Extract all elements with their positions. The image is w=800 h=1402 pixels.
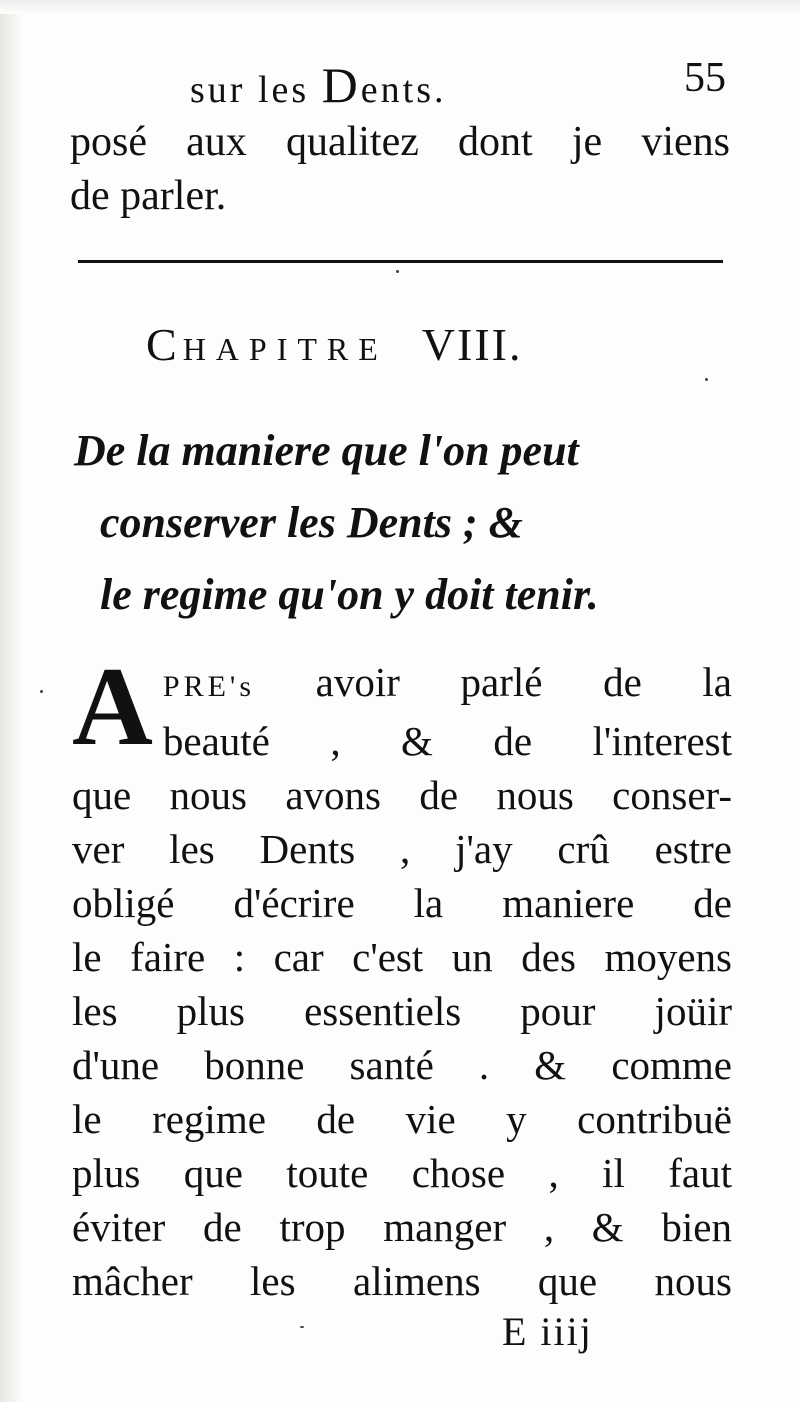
body-line-5: obligé d'écrire la maniere de xyxy=(72,880,732,926)
chapter-word-smallcaps: HAPITRE xyxy=(182,331,388,367)
body-line-1-rest: avoir parlé de la xyxy=(255,659,732,705)
page-number: 55 xyxy=(684,55,726,101)
signature-mark: E iiij xyxy=(502,1309,593,1354)
body-line-2: beauté , & de l'interest xyxy=(162,718,732,764)
body-paragraph xyxy=(72,645,732,1308)
running-head-part2: ents. xyxy=(360,69,447,111)
chapter-first-letter: C xyxy=(146,319,183,370)
body-line-10: plus que toute chose , il faut xyxy=(72,1150,732,1196)
drop-cap-letter: A xyxy=(72,645,153,769)
body-line-6: le faire : car c'est un des moyens xyxy=(72,934,732,980)
body-line-1 xyxy=(72,655,732,714)
body-line-4: ver les Dents , j'ay crû estre xyxy=(72,826,732,872)
body-line-7: les plus essentiels pour joüir xyxy=(72,988,732,1034)
carried-line-2: de parler. xyxy=(70,173,227,219)
page-top-shadow xyxy=(0,0,800,14)
carried-line-1: posé aux qualitez dont je viens xyxy=(70,119,730,165)
ink-speck xyxy=(396,270,399,273)
ink-speck xyxy=(300,1326,304,1328)
page-edge-shadow xyxy=(0,0,22,1402)
body-line-12: mâcher les alimens que nous xyxy=(72,1258,732,1304)
running-head xyxy=(190,56,446,114)
body-line-11: éviter de trop manger , & bien xyxy=(72,1204,732,1250)
chapter-heading xyxy=(146,318,522,371)
chapter-title-line-3: le regime qu'on y doit tenir. xyxy=(100,570,599,619)
chapter-number: VIII. xyxy=(421,319,523,370)
running-head-capital: D xyxy=(321,57,361,113)
chapter-title-line-1: De la maniere que l'on peut xyxy=(74,426,579,475)
running-head-part1: sur les xyxy=(190,69,322,111)
chapter-rule xyxy=(78,260,723,263)
chapter-title xyxy=(74,415,734,631)
body-line-3: que nous avons de nous conser- xyxy=(72,772,732,818)
carried-over-text xyxy=(70,115,730,223)
chapter-title-line-2: conserver les Dents ; & xyxy=(100,498,523,547)
body-line-8: d'une bonne santé . & comme xyxy=(72,1042,732,1088)
ink-speck xyxy=(40,690,43,693)
ink-speck xyxy=(705,378,708,381)
body-line-9: le regime de vie y contribuë xyxy=(72,1096,732,1142)
body-first-smallcaps: PRE's xyxy=(162,670,255,703)
